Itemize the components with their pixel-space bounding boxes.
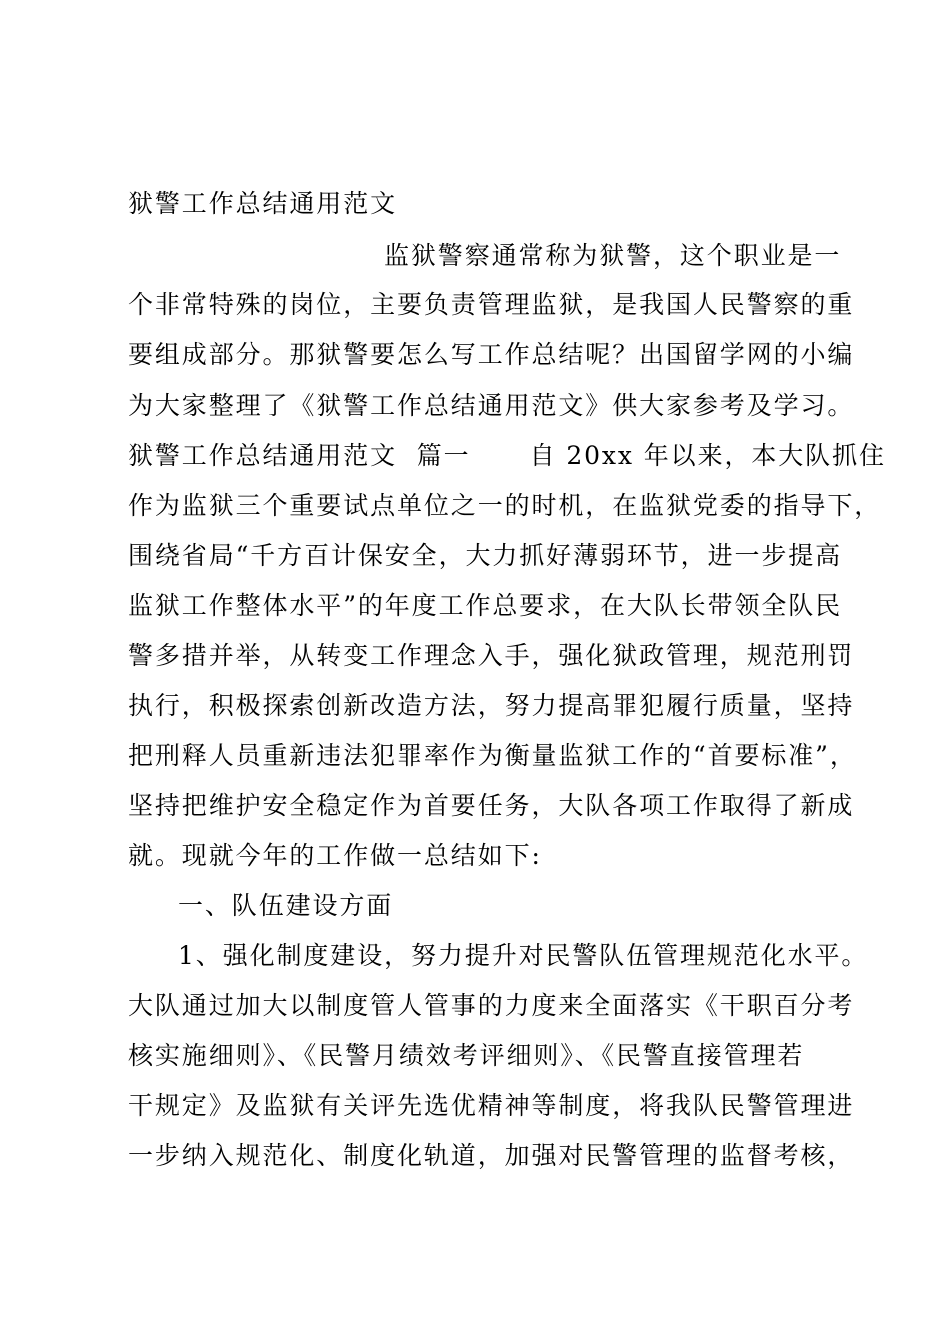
- paragraph-line: 作为监狱三个重要试点单位之一的时机，在监狱党委的指导下，: [128, 491, 882, 520]
- paragraph-line: 干规定》及监狱有关评先选优精神等制度，将我队民警管理进: [128, 1091, 855, 1120]
- document-title: 狱警工作总结通用范文: [128, 189, 398, 218]
- section-heading-line: 狱警工作总结通用范文 篇一 自 20xx 年以来，本大队抓住: [128, 441, 886, 470]
- paragraph-line: 要组成部分。那狱警要怎么写工作总结呢？出国留学网的小编: [128, 340, 855, 369]
- paragraph-line: 一步纳入规范化、制度化轨道，加强对民警管理的监督考核，: [128, 1141, 855, 1170]
- paragraph-line: 警多措并举，从转变工作理念入手，强化狱政管理，规范刑罚: [128, 641, 855, 670]
- paragraph-line: 就。现就今年的工作做一总结如下:: [128, 841, 542, 870]
- paragraph-line: 执行，积极探索创新改造方法，努力提高罪犯履行质量，坚持: [128, 691, 855, 720]
- paragraph-line: 把刑释人员重新违法犯罪率作为衡量监狱工作的“首要标准”，: [128, 741, 857, 770]
- paragraph-line: 大队通过加大以制度管人管事的力度来全面落实《干职百分考: [128, 991, 855, 1020]
- paragraph-line: 个非常特殊的岗位，主要负责管理监狱，是我国人民警察的重: [128, 290, 855, 319]
- subsection-heading: 一、队伍建设方面: [178, 891, 394, 920]
- paragraph-line: 核实施细则》、《民警月绩效考评细则》、《民警直接管理若: [128, 1041, 805, 1070]
- paragraph-line: 坚持把维护安全稳定作为首要任务，大队各项工作取得了新成: [128, 791, 855, 820]
- paragraph-line: 围绕省局“千方百计保安全，大力抓好薄弱环节，进一步提高: [128, 541, 843, 570]
- paragraph-line: 监狱工作整体水平”的年度工作总要求，在大队长带领全队民: [128, 591, 843, 620]
- paragraph-line: 为大家整理了《狱警工作总结通用范文》供大家参考及学习。: [128, 391, 855, 420]
- paragraph-line: 1、强化制度建设，努力提升对民警队伍管理规范化水平。: [178, 941, 869, 970]
- paragraph-line: 监狱警察通常称为狱警，这个职业是一: [384, 241, 842, 270]
